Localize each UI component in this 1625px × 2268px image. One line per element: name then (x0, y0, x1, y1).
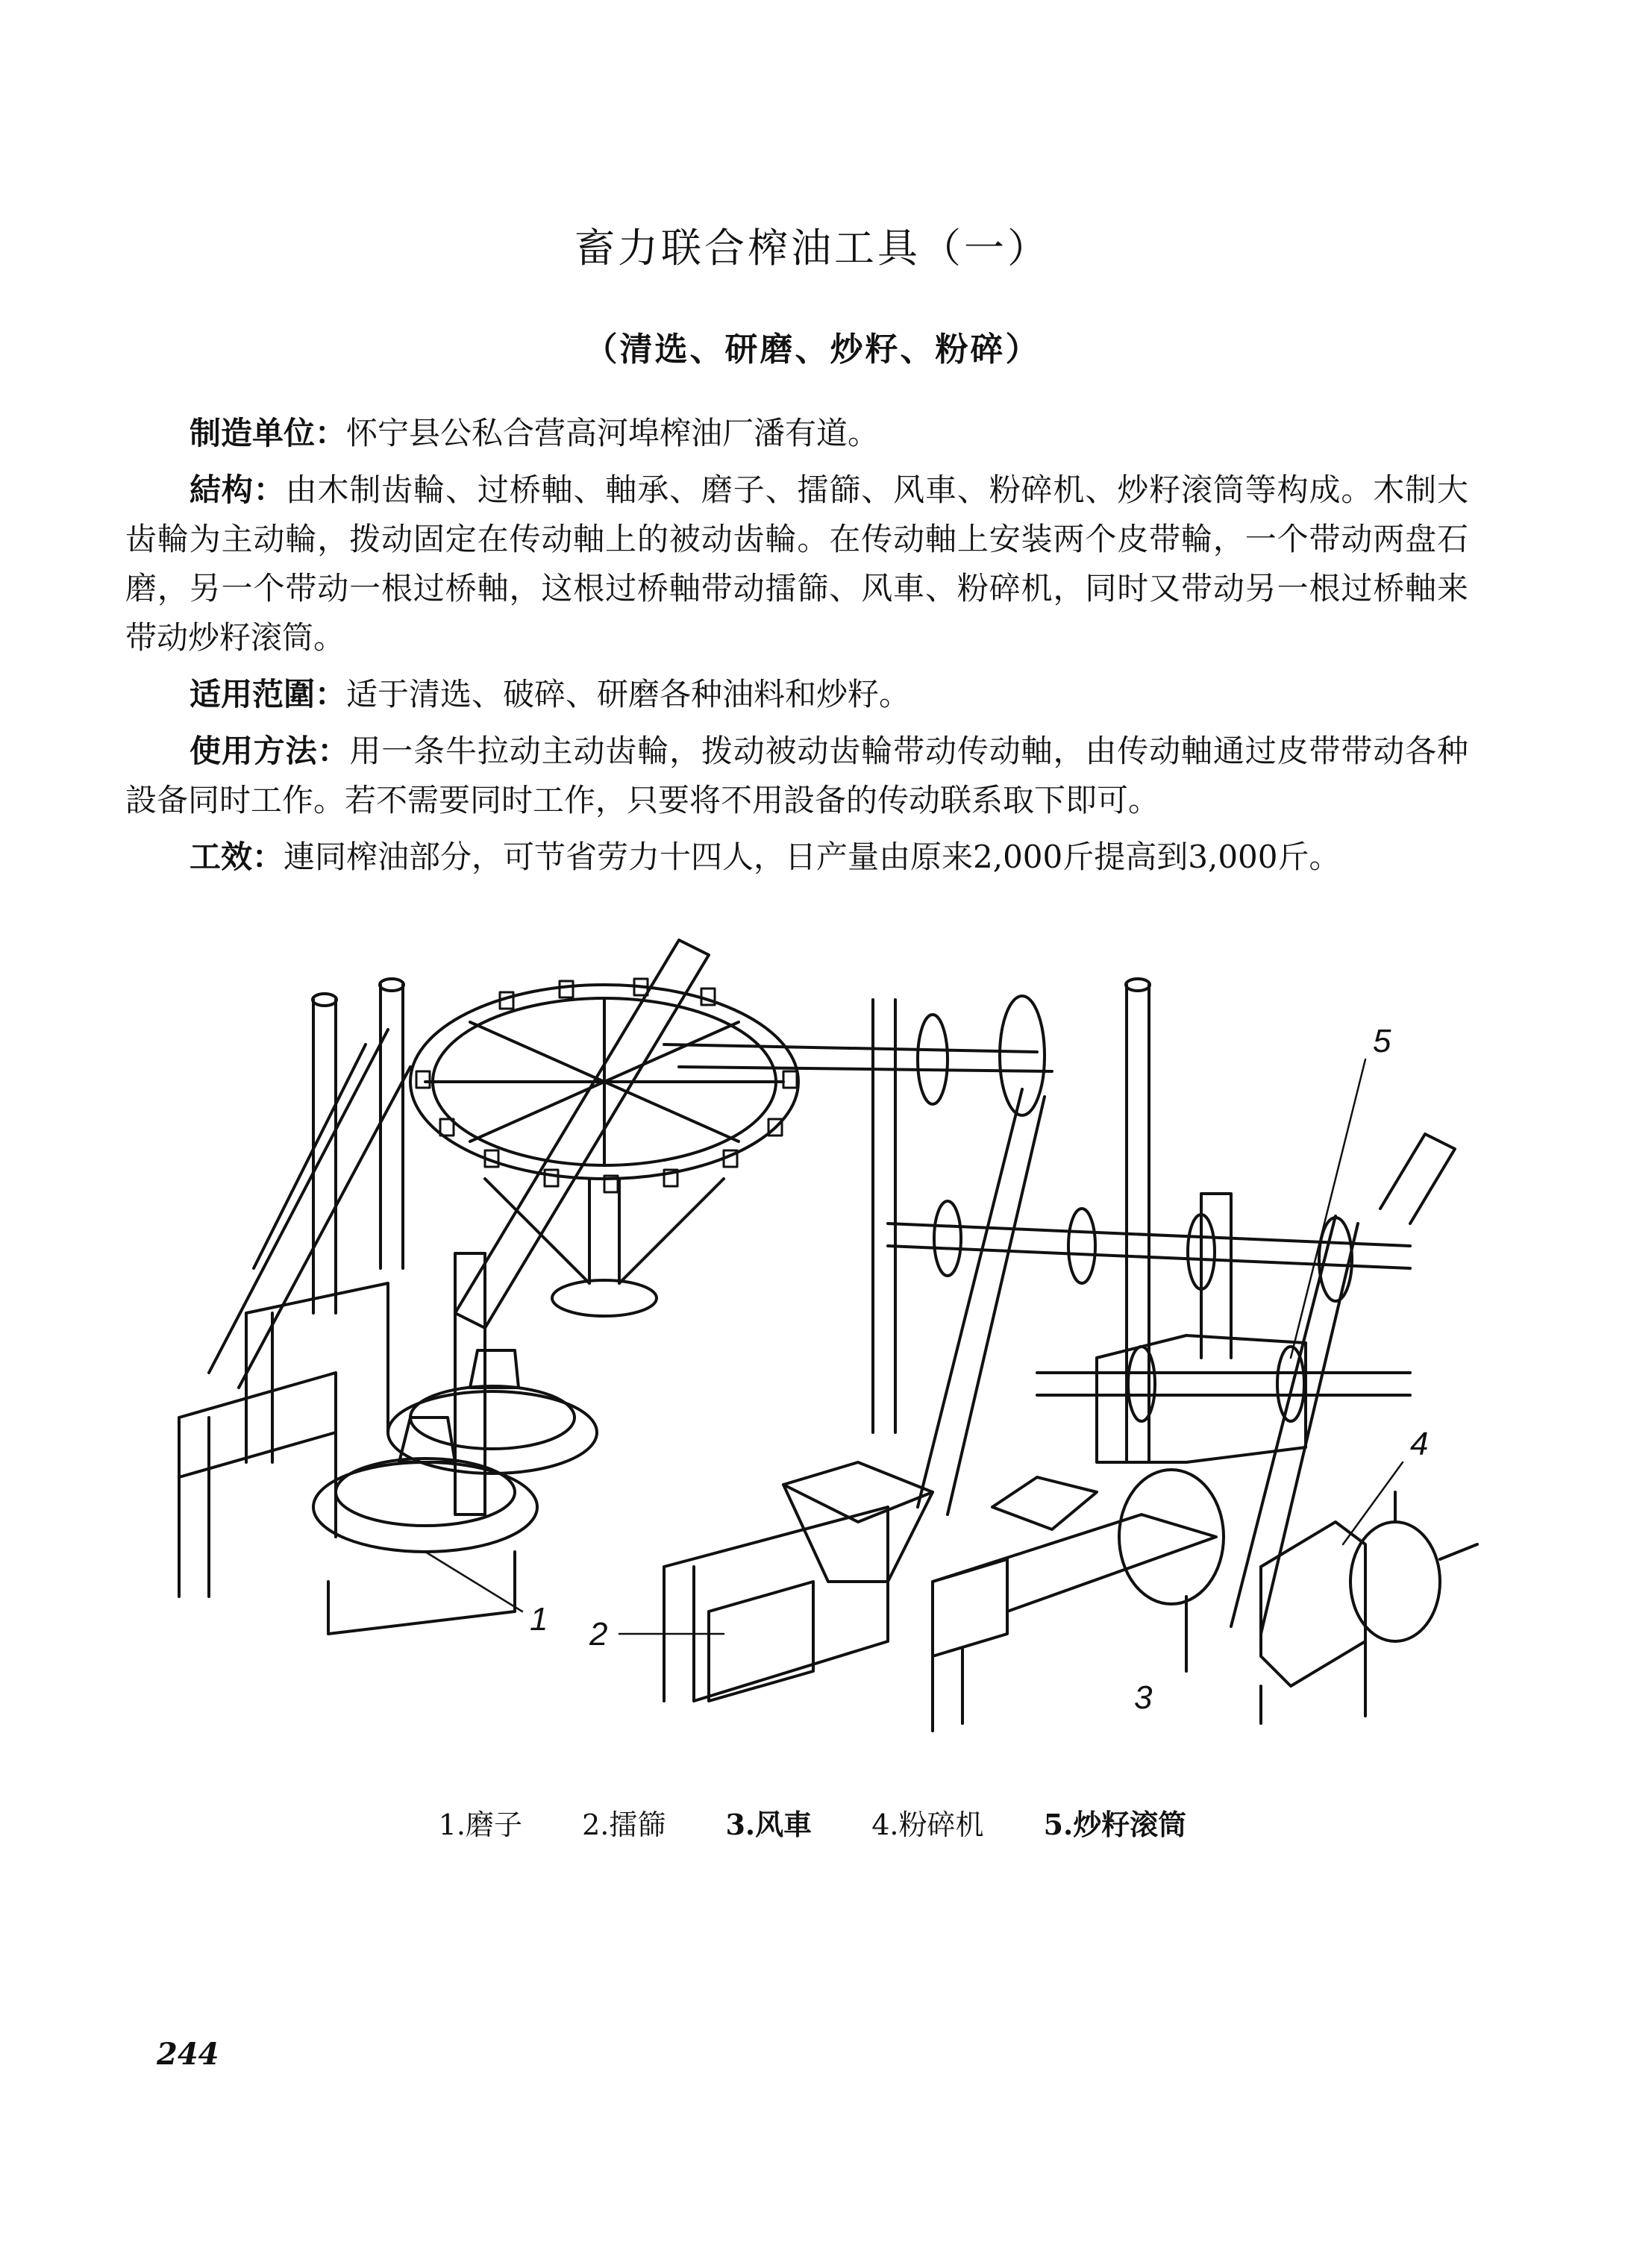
paragraph-scope (125, 670, 1468, 719)
paragraph-label: 制造单位： (190, 415, 347, 451)
machine-illustration (142, 895, 1485, 1753)
page-title: 畜力联合榨油工具（一） (574, 225, 1051, 272)
callout-label-5: 5 (1373, 1023, 1391, 1059)
callout-label-4: 4 (1410, 1426, 1429, 1462)
paragraph-label: 結构： (190, 472, 286, 508)
screen-sieve-drawing (664, 1462, 933, 1701)
page-subtitle: （清选、研磨、炒籽、粉碎） (584, 331, 1041, 369)
page-number: 244 (157, 2037, 219, 2072)
caption-item-millstone: 1.磨子 (438, 1808, 522, 1841)
crusher-drawing (1261, 1492, 1477, 1723)
paragraph-label: 工效： (190, 839, 284, 875)
paragraph-structure (125, 466, 1468, 662)
paragraph-text: 由木制齿輪、过桥軸、軸承、磨子、擂篩、风車、粉碎机、炒籽滚筒等构成。木制大齿輪为主动輪，拨动固定在传动軸上的被动齿輪。在传动軸上安装两个皮带輪，一个带动两盘石磨，另一个带动一根过桥軸，这根过桥軸带动擂篩、风車、粉碎机，同时又带动另一根过桥軸来带动炒籽滚筒。 (125, 472, 1468, 656)
paragraph-text: 怀宁县公私合营高河埠榨油厂潘有道。 (346, 415, 880, 451)
caption-item-winnower: 3.风車 (725, 1808, 812, 1841)
paragraph-label: 使用方法： (190, 733, 350, 769)
paragraph-usage (125, 727, 1468, 825)
callout-label-3: 3 (1134, 1679, 1153, 1716)
caption-item-roaster: 5.炒籽滚筒 (1043, 1808, 1187, 1841)
paragraph-text: 連同榨油部分，可节省劳力十四人，日产量由原来2,000斤提高到3,000斤。 (284, 839, 1341, 875)
paragraph-efficiency (125, 833, 1468, 882)
paragraph-manufacturer (125, 409, 1468, 458)
body-text (125, 409, 1468, 889)
paragraph-text: 适于清选、破碎、研磨各种油料和炒籽。 (346, 676, 911, 712)
callout-label-2: 2 (589, 1616, 608, 1653)
callout-label-1: 1 (530, 1601, 548, 1638)
caption-item-screen: 2.擂篩 (582, 1808, 666, 1841)
figure-caption (0, 1802, 1625, 1843)
paragraph-text: 用一条牛拉动主动齿輪，拨动被动齿輪带动传动軸，由传动軸通过皮带带动各种設备同时工作。若不需要同时工作，只要将不用設备的传动联系取下即可。 (125, 733, 1468, 818)
paragraph-label: 适用范圍： (190, 676, 347, 712)
millstone-drawing (179, 1283, 597, 1634)
caption-item-crusher: 4.粉碎机 (871, 1808, 984, 1841)
main-gear-drawing (410, 979, 798, 1316)
winnower-drawing (933, 1470, 1224, 1731)
